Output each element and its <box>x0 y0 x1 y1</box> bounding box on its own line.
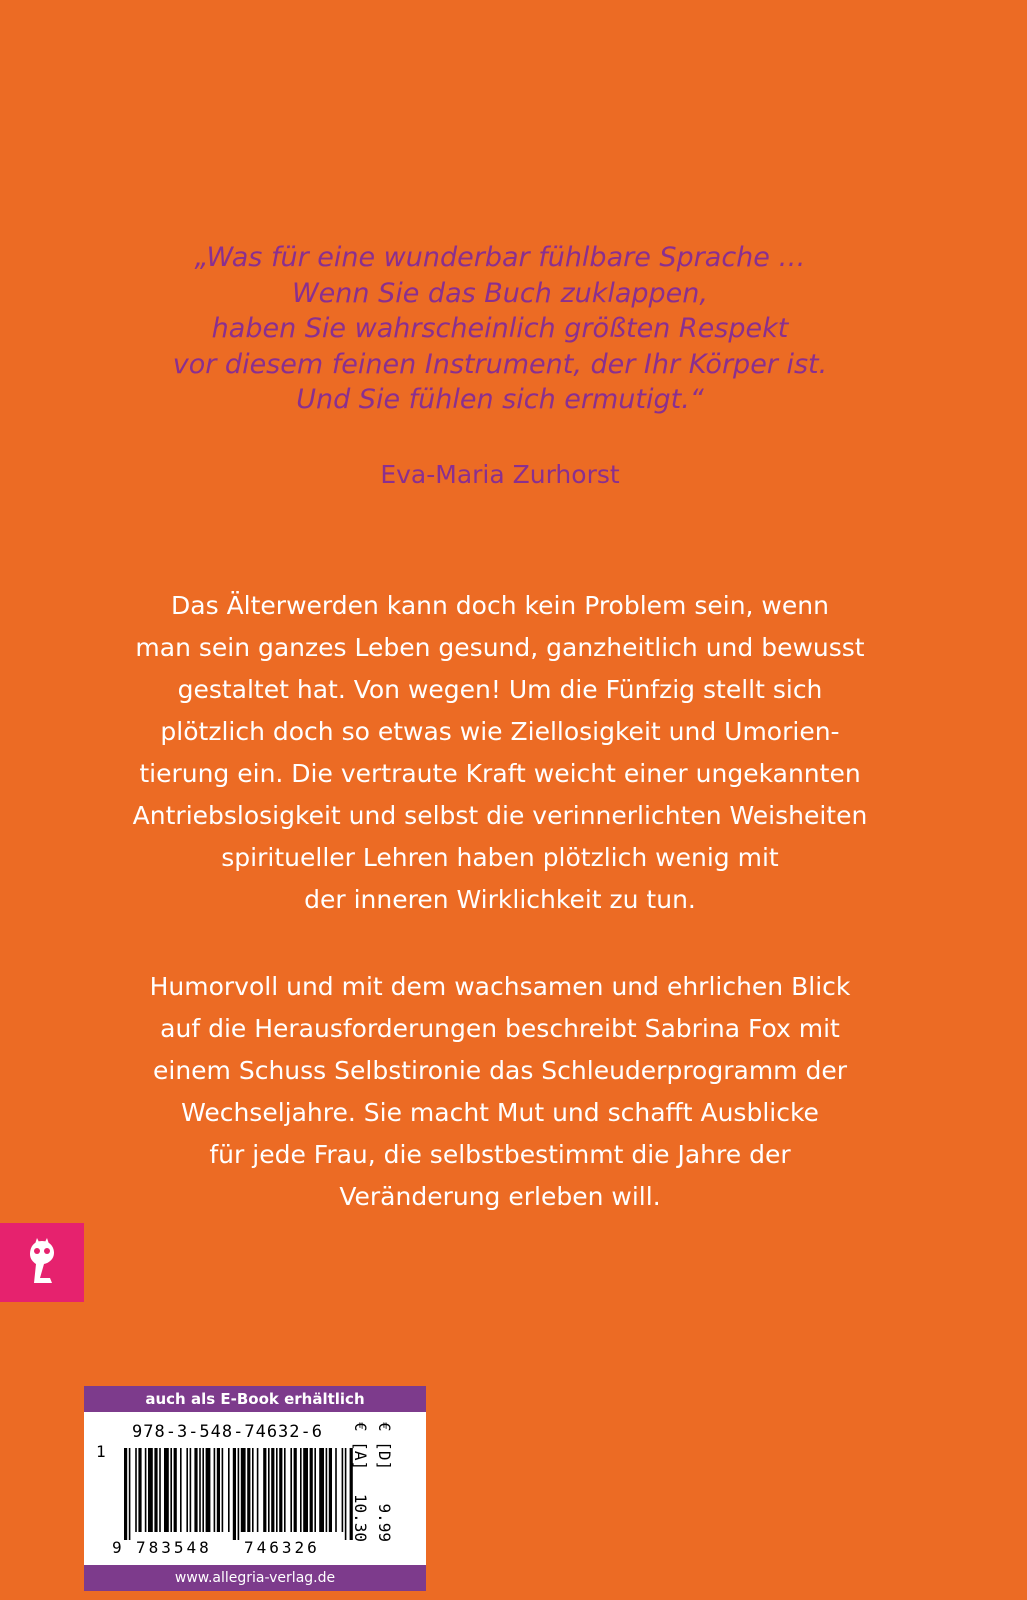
price-austria-label: € [A] <box>351 1422 370 1471</box>
barcode-bar <box>164 1448 169 1532</box>
description-paragraph-2 <box>0 966 1000 1218</box>
text-line: spiritueller Lehren haben plötzlich wenig mit <box>221 843 779 872</box>
quote-line: „Was für eine wunderbar fühlbare Sprache … <box>194 242 806 273</box>
barcode-bar <box>238 1448 240 1540</box>
barcode-digit-prefix: 9 <box>112 1538 122 1557</box>
barcode-bar <box>202 1448 204 1532</box>
barcode-bar <box>180 1448 182 1532</box>
text-line: Humorvoll und mit dem wachsamen und ehrlichen Blick <box>149 972 851 1001</box>
barcode-bar <box>329 1448 332 1532</box>
quote-block <box>0 240 1000 418</box>
barcode-bar <box>194 1448 197 1532</box>
barcode-bar <box>284 1448 286 1532</box>
quote-author: Eva-Maria Zurhorst <box>380 460 620 489</box>
barcode-bar <box>124 1448 127 1540</box>
ebook-notice: auch als E-Book erhältlich <box>84 1386 426 1412</box>
barcode-bar <box>247 1448 250 1532</box>
barcode-bar <box>154 1448 157 1532</box>
barcode-bar <box>170 1448 172 1532</box>
text-line: man sein ganzes Leben gesund, ganzheitlich und bewusst <box>135 633 865 662</box>
barcode-bar <box>135 1448 137 1532</box>
text-line: Das Älterwerden kann doch kein Problem sein, wenn <box>171 591 829 620</box>
barcode-bar <box>276 1448 278 1532</box>
quote-line: Wenn Sie das Buch zuklappen, <box>291 277 708 309</box>
barcode-bar <box>159 1448 161 1532</box>
barcode-digits-left: 783548 <box>136 1538 212 1557</box>
barcode-bar <box>335 1448 337 1532</box>
barcode-graphic <box>124 1448 354 1540</box>
barcode-bar <box>345 1448 347 1540</box>
barcode-bar <box>241 1448 246 1532</box>
description-paragraph-1 <box>0 585 1000 921</box>
price-austria <box>352 1422 372 1542</box>
barcode-bar <box>326 1448 328 1532</box>
text-line: gestaltet hat. Von wegen! Um die Fünfzig stellt sich <box>177 675 823 704</box>
quote-line: haben Sie wahrscheinlich größten Respekt <box>211 313 789 344</box>
barcode-bar <box>279 1448 282 1532</box>
barcode-bar <box>174 1448 177 1532</box>
barcode-bar <box>294 1448 297 1532</box>
barcode-bar <box>319 1448 324 1532</box>
text-line: plötzlich doch so etwas wie Ziellosigkeit und Umorien- <box>160 717 840 746</box>
publisher-website: www.allegria-verlag.de <box>84 1565 426 1591</box>
barcode-lead-digit: 1 <box>96 1442 106 1461</box>
quote-line: vor diesem feinen Instrument, der Ihr Körper ist. <box>172 348 828 380</box>
barcode-bar <box>148 1448 153 1532</box>
barcode-bar <box>186 1448 188 1532</box>
text-line: einem Schuss Selbstironie das Schleuderprogramm der <box>153 1056 847 1085</box>
text-line: Wechseljahre. Sie macht Mut und schafft Ausblicke <box>181 1098 819 1127</box>
barcode-bar <box>222 1448 224 1532</box>
price-germany-label: € [D] <box>375 1422 394 1471</box>
barcode-digits-right: 746326 <box>244 1538 320 1557</box>
text-line: Veränderung erleben will. <box>339 1182 661 1211</box>
barcode-bar <box>190 1448 192 1532</box>
barcode-bar <box>263 1448 266 1532</box>
barcode-bar <box>290 1448 292 1532</box>
barcode-bar <box>268 1448 270 1532</box>
isbn-text: 978-3-548-74632-6 <box>132 1422 323 1442</box>
barcode-bar <box>252 1448 254 1532</box>
barcode-bar <box>314 1448 316 1532</box>
text-line: der inneren Wirklichkeit zu tun. <box>304 885 696 914</box>
price-austria-value: 10.30 <box>351 1493 370 1542</box>
barcode-bar <box>138 1448 141 1532</box>
barcode-bar <box>300 1448 302 1532</box>
barcode-bar <box>233 1448 236 1540</box>
price-germany-value: 9.99 <box>375 1503 394 1542</box>
text-line: für jede Frau, die selbstbestimmt die Jahre der <box>209 1140 791 1169</box>
barcode-bar <box>310 1448 313 1532</box>
quote-line: Und Sie fühlen sich ermutigt.“ <box>296 384 704 415</box>
barcode-bar <box>145 1448 147 1532</box>
barcode-bar <box>199 1448 201 1532</box>
barcode-bar <box>214 1448 216 1532</box>
barcode-bar <box>129 1448 131 1540</box>
barcode-box <box>84 1386 426 1591</box>
barcode-bar <box>206 1448 211 1532</box>
text-line: tierung ein. Die vertraute Kraft weicht einer ungekannten <box>139 759 861 788</box>
barcode-bar <box>217 1448 220 1532</box>
barcode-bar <box>228 1448 230 1532</box>
owl-logo-icon <box>0 1223 84 1302</box>
barcode-bar <box>342 1448 344 1532</box>
text-line: auf die Herausforderungen beschreibt Sabrina Fox mit <box>160 1014 840 1043</box>
barcode-bar <box>257 1448 259 1532</box>
price-germany <box>376 1422 396 1542</box>
text-line: Antriebslosigkeit und selbst die verinnerlichten Weisheiten <box>132 801 868 830</box>
barcode-bar <box>271 1448 274 1532</box>
barcode-bar <box>303 1448 308 1532</box>
